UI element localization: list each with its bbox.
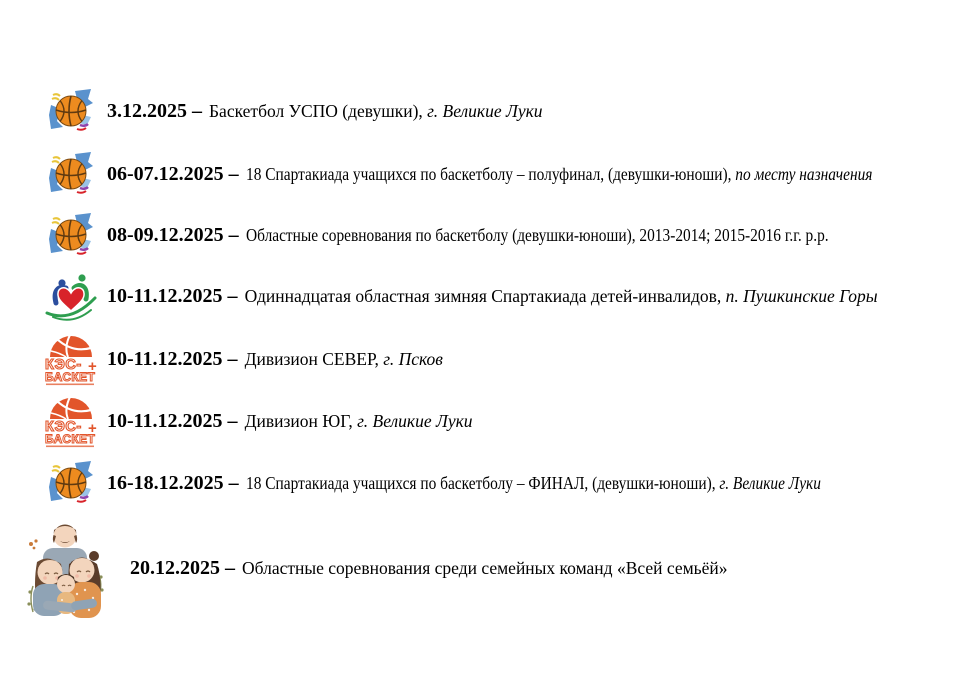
kes-basket-logo-icon [42, 331, 100, 387]
event-date: 10-11.12.2025 – [107, 409, 238, 432]
event-location: п. Пушкинские Горы [725, 285, 878, 306]
event-row [0, 84, 976, 138]
event-row [0, 207, 976, 263]
event-text: Областные соревнования среди семейных команд «Всей семьёй» [242, 557, 728, 578]
event-location: г. Псков [383, 348, 443, 369]
svg-text:КЭС-: КЭС- [44, 419, 82, 435]
event-text: Дивизион СЕВЕР, [244, 348, 384, 369]
event-row [0, 147, 976, 201]
event-text: Областные соревнования по баскетболу (девушки-юноши), 2013-2014; 2015-2016 г.г. р.р. [245, 224, 829, 245]
event-date: 16-18.12.2025 – [107, 471, 239, 494]
event-location: г. Великие Луки [427, 100, 543, 121]
event-text: 18 Спартакиада учащихся по баскетболу – ФИНАЛ, (девушки-юноши), [245, 472, 720, 493]
basketball-splash-icon [47, 459, 95, 507]
event-text: Баскетбол УСПО (девушки), [209, 100, 428, 121]
family-watercolor-icon [25, 514, 105, 622]
heart-figures-icon [45, 270, 97, 322]
basketball-splash-icon [47, 150, 95, 198]
event-text: Одиннадцатая областная зимняя Спартакиада детей-инвалидов, [244, 285, 726, 306]
event-date: 3.12.2025 – [107, 99, 202, 122]
event-location: г. Великие Луки [357, 410, 473, 431]
svg-text:БАСКЕТ: БАСКЕТ [44, 370, 95, 384]
basketball-splash-icon [47, 87, 95, 135]
event-date: 08-09.12.2025 – [107, 223, 239, 246]
svg-text:+: + [87, 420, 97, 437]
event-text: 18 Спартакиада учащихся по баскетболу – полуфинал, (девушки-юноши), [245, 163, 735, 184]
basketball-splash-icon [47, 211, 95, 259]
event-location: г. Великие Луки [719, 472, 821, 493]
event-row [0, 268, 976, 324]
event-date: 10-11.12.2025 – [107, 347, 238, 370]
event-row [0, 455, 976, 511]
event-text: Дивизион ЮГ, [244, 410, 358, 431]
event-location: по месту назначения [734, 163, 873, 184]
svg-text:БАСКЕТ: БАСКЕТ [44, 432, 95, 446]
svg-text:КЭС-: КЭС- [44, 357, 82, 373]
event-date: 06-07.12.2025 – [107, 162, 239, 185]
event-row [0, 392, 976, 450]
event-row [0, 512, 976, 624]
kes-basket-logo-icon [42, 393, 100, 449]
event-date: 10-11.12.2025 – [107, 284, 238, 307]
svg-text:+: + [87, 358, 97, 375]
event-date: 20.12.2025 – [130, 556, 235, 579]
event-row [0, 330, 976, 388]
